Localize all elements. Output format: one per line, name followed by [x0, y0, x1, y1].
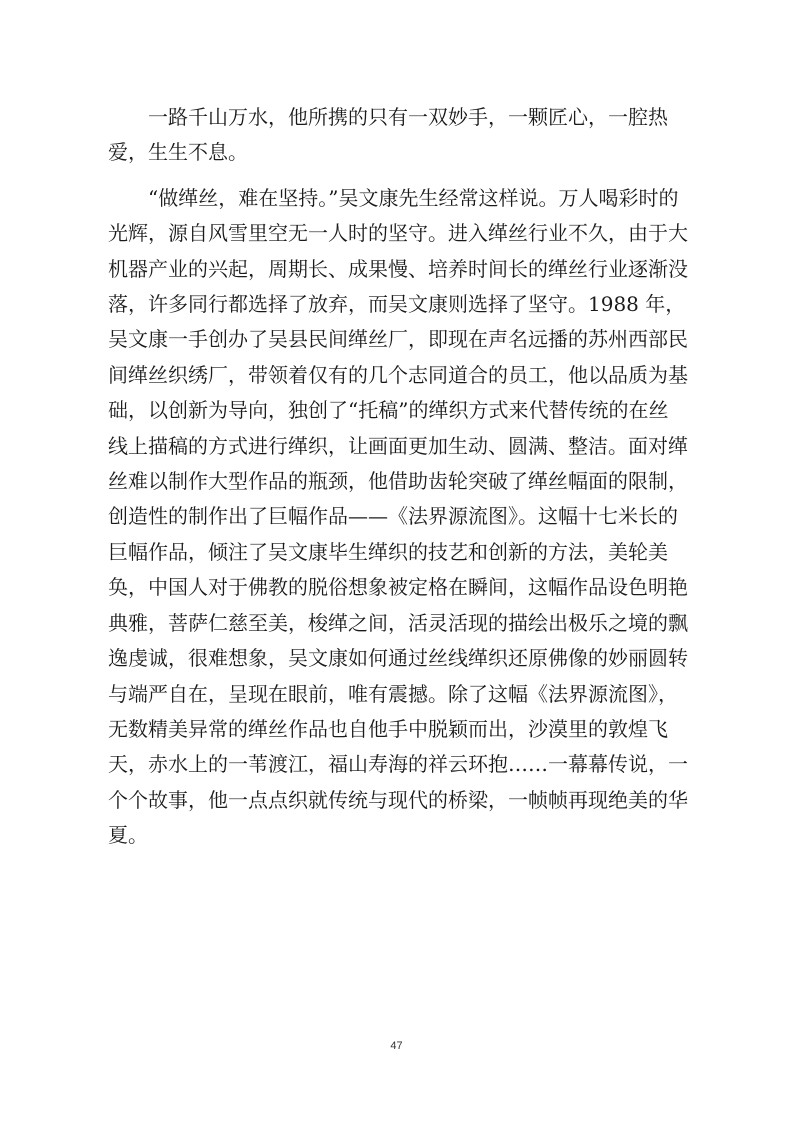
paragraph-main: “做缂丝，难在坚持。”吴文康先生经常这样说。万人喝彩时的光辉，源自风雪里空无一人时的坚守。进入缂丝行业不久，由于大机器产业的兴起，周期长、成果慢、培养时间长的缂丝行业逐渐没落，许多同行都选择了放弃，而吴文康则选择了坚守。1988 年，吴文康一手创办了吴县民间缂丝厂，即现在声名远播的苏州西部民间缂丝织绣厂，带领着仅有的几个志同道合的员工，他以品质为基础，以创新为导向，独创了“托稿”的缂织方式来代替传统的在丝线上描稿的方式进行缂织，让画面更加生动、圆满、整洁。面对缂丝难以制作大型作品的瓶颈，他借助齿轮突破了缂丝幅面的限制，创造性的制作出了巨幅作品——《法界源流图》。这幅十七米长的巨幅作品，倾注了吴文康毕生缂织的技艺和创新的方法，美轮美奂，中国人对于佛教的脱俗想象被定格在瞬间，这幅作品设色明艳典雅，菩萨仁慈至美，梭缂之间，活灵活现的描绘出极乐之境的飘逸虔诚，很难想象，吴文康如何通过丝线缂织还原佛像的妙丽圆转与端严自在，呈现在眼前，唯有震撼。除了这幅《法界源流图》，无数精美异常的缂丝作品也自他手中脱颖而出，沙漠里的敦煌飞天，赤水上的一苇渡江，福山寿海的祥云环抱……一幕幕传说，一个个故事，他一点点织就传统与现代的桥梁，一帧帧再现绝美的华夏。 — [108, 185, 688, 848]
body-text — [108, 100, 688, 854]
page-number: 47 — [390, 1040, 403, 1052]
paragraph-intro: 一路千山万水，他所携的只有一双妙手，一颗匠心，一腔热爱，生生不息。 — [108, 105, 668, 165]
